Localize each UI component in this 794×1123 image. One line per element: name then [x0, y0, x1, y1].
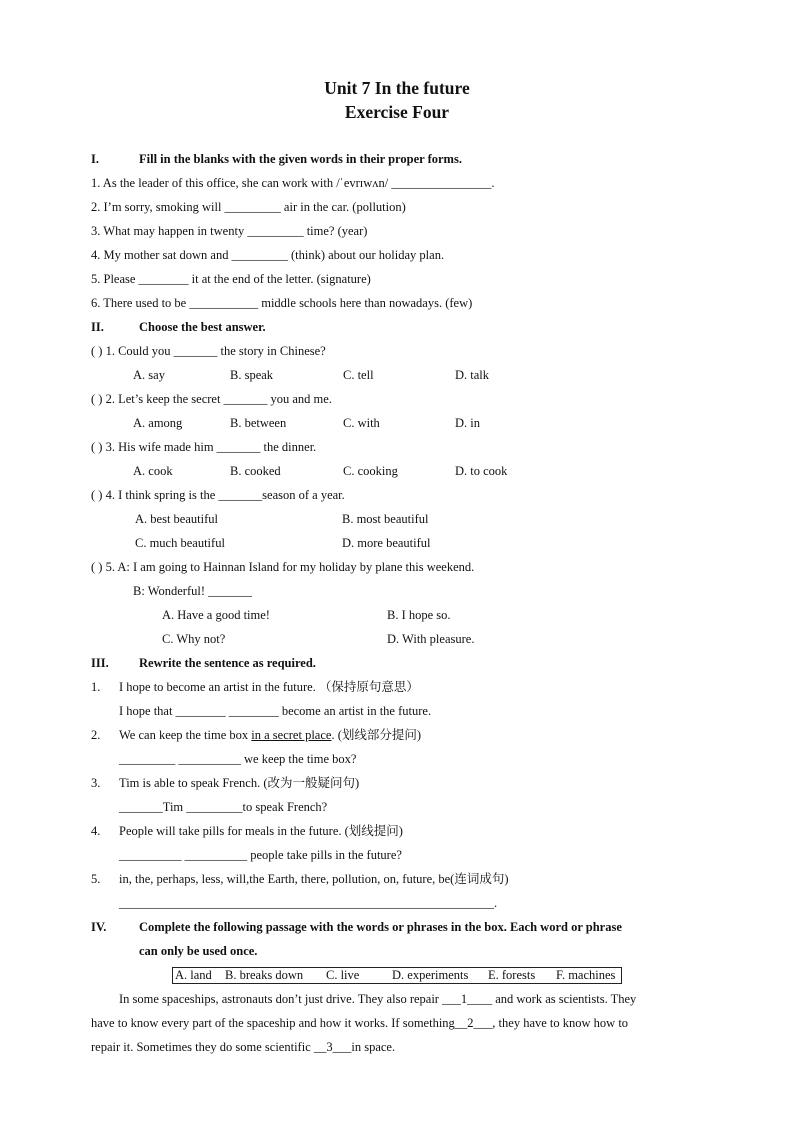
word-box-item-b: B. breaks down	[225, 968, 304, 982]
section1-number: I.	[91, 152, 99, 166]
rewrite-1-number: 1.	[91, 680, 101, 694]
passage-line-1: In some spaceships, astronauts don’t just drive. They also repair ___1____ and work as scientists. They	[119, 992, 637, 1006]
question-1-option-b: B. speak	[230, 368, 274, 382]
rewrite-2-number: 2.	[91, 728, 101, 742]
question-4-option-a: A. best beautiful	[135, 512, 218, 526]
rewrite-4-sentence: People will take pills for meals in the future. (划线提问)	[119, 824, 403, 838]
question-1-option-c: C. tell	[343, 368, 374, 382]
question-3-option-c: C. cooking	[343, 464, 398, 478]
rewrite-2-sentence: We can keep the time box in a secret place. (划线部分提问)	[119, 728, 422, 742]
rewrite-4-answer: __________ __________ people take pills in the future?	[119, 848, 402, 862]
question-3: ( ) 3. His wife made him _______ the dinner.	[91, 440, 317, 454]
word-box-item-c: C. live	[326, 968, 360, 982]
rewrite-5-number: 5.	[91, 872, 101, 886]
question-2-option-d: D. in	[455, 416, 480, 430]
section1-item-1: 1. As the leader of this office, she can work with /ˈevrɪwʌn/ ________________.	[91, 176, 495, 190]
rewrite-3-number: 3.	[91, 776, 101, 790]
section1-item-5: 5. Please ________ it at the end of the letter. (signature)	[91, 272, 371, 286]
section4-heading-line1: Complete the following passage with the words or phrases in the box. Each word or phrase	[139, 920, 622, 934]
rewrite-1-sentence: I hope to become an artist in the future. （保持原句意思）	[119, 680, 419, 694]
question-5-option-a: A. Have a good time!	[162, 608, 270, 622]
word-box-item-d: D. experiments	[392, 968, 469, 982]
question-4-option-c: C. much beautiful	[135, 536, 225, 550]
rewrite-3-sentence: Tim is able to speak French. (改为一般疑问句)	[119, 776, 360, 790]
underlined-phrase: in a secret place	[251, 728, 332, 742]
section4-number: IV.	[91, 920, 107, 934]
word-box-item-a: A. land	[175, 968, 212, 982]
question-2-option-b: B. between	[230, 416, 287, 430]
page-title: Unit 7 In the future	[324, 78, 470, 98]
section1-heading: Fill in the blanks with the given words in their proper forms.	[139, 152, 462, 166]
rewrite-2-answer: _________ __________ we keep the time box?	[119, 752, 357, 766]
question-5: ( ) 5. A: I am going to Hainnan Island for my holiday by plane this weekend.	[91, 560, 475, 574]
rewrite-1-answer: I hope that ________ ________ become an artist in the future.	[119, 704, 432, 718]
section3-heading: Rewrite the sentence as required.	[139, 656, 316, 670]
question-5-option-d: D. With pleasure.	[387, 632, 475, 646]
question-1-option-a: A. say	[133, 368, 165, 382]
question-3-option-b: B. cooked	[230, 464, 281, 478]
section2-number: II.	[91, 320, 104, 334]
passage-line-3: repair it. Sometimes they do some scientific __3___in space.	[91, 1040, 396, 1054]
section1-item-4: 4. My mother sat down and _________ (think) about our holiday plan.	[91, 248, 445, 262]
rewrite-4-number: 4.	[91, 824, 101, 838]
section1-item-2: 2. I’m sorry, smoking will _________ air in the car. (pollution)	[91, 200, 406, 214]
question-2-option-a: A. among	[133, 416, 183, 430]
rewrite-5-sentence: in, the, perhaps, less, will,the Earth, there, pollution, on, future, be(连词成句)	[119, 872, 509, 886]
question-4-option-b: B. most beautiful	[342, 512, 429, 526]
word-box-item-f: F. machines	[556, 968, 616, 982]
word-box	[172, 967, 622, 984]
section1-item-6: 6. There used to be ___________ middle schools here than nowadays. (few)	[91, 296, 473, 310]
rewrite-5-answer: ____________________________________________________________.	[119, 896, 498, 910]
page-subtitle: Exercise Four	[344, 102, 450, 122]
passage-line-2: have to know every part of the spaceship and how it works. If something__2___, they have to know how to	[91, 1016, 629, 1030]
question-3-option-d: D. to cook	[455, 464, 508, 478]
section4-heading-line2: can only be used once.	[139, 944, 258, 958]
question-1: ( ) 1. Could you _______ the story in Chinese?	[91, 344, 326, 358]
section3-number: III.	[91, 656, 109, 670]
question-4-option-d: D. more beautiful	[342, 536, 431, 550]
question-2: ( ) 2. Let’s keep the secret _______ you and me.	[91, 392, 332, 406]
question-2-option-c: C. with	[343, 416, 380, 430]
question-3-option-a: A. cook	[133, 464, 173, 478]
section1-item-3: 3. What may happen in twenty _________ time? (year)	[91, 224, 368, 238]
question-5-option-c: C. Why not?	[162, 632, 226, 646]
section2-heading: Choose the best answer.	[139, 320, 266, 334]
question-5-option-b: B. I hope so.	[387, 608, 451, 622]
question-5-reply: B: Wonderful! _______	[133, 584, 252, 598]
question-1-option-d: D. talk	[455, 368, 490, 382]
word-box-item-e: E. forests	[488, 968, 536, 982]
rewrite-3-answer: _______Tim _________to speak French?	[119, 800, 328, 814]
question-4: ( ) 4. I think spring is the _______season of a year.	[91, 488, 345, 502]
